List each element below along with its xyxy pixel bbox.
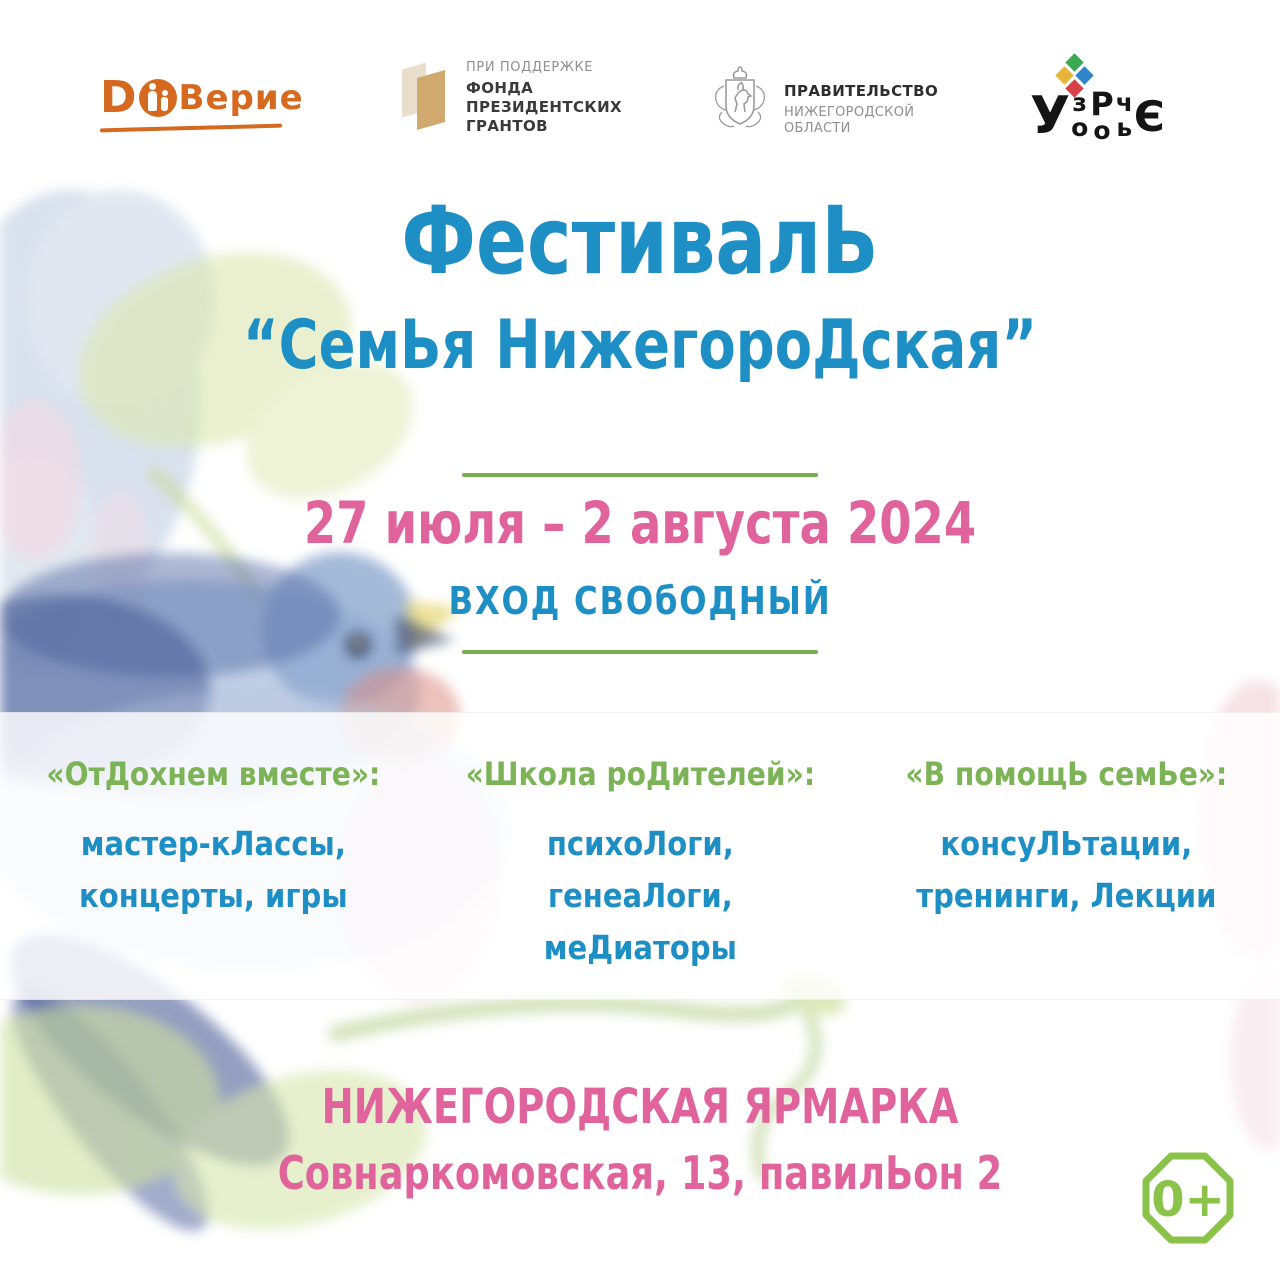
uzoroche-letter: У [1030, 86, 1071, 146]
festival-title-line1: ФестивалЬ [401, 187, 879, 296]
grants-logo-text [466, 60, 622, 136]
child-figure-icon [161, 97, 168, 111]
uzoroche-letter: з [1072, 88, 1087, 117]
government-logo-text [784, 66, 938, 137]
uzoroche-letter: Є [1133, 92, 1165, 141]
doverie-logo-text [100, 72, 304, 123]
program-column-rest-together [0, 752, 427, 974]
grants-name-line1: ФОНДА [466, 79, 534, 97]
presidential-grants-logo [402, 60, 622, 136]
program-description [879, 818, 1254, 922]
doverie-logo [100, 72, 304, 130]
festival-title-line2: “СемЬя НижегороДская” [242, 306, 1038, 385]
doverie-letter-d: D [100, 72, 137, 123]
program-title: «ОтДохнем вместе»: [46, 755, 381, 793]
programs-section [0, 752, 1280, 974]
program-column-parents-school [427, 752, 854, 974]
adult-figure-icon [148, 91, 157, 111]
program-description [26, 818, 401, 922]
venue-name: НИЖЕГОРОДСКАЯ ЯРМАРКА [321, 1079, 959, 1135]
date-range: 27 июля – 2 августа 2024 [303, 489, 977, 557]
program-line: мастер-кЛассы, [80, 824, 346, 863]
program-description [452, 818, 827, 974]
uzoroche-letter: ч [1115, 88, 1133, 117]
government-name-line2: НИЖЕГОРОДСКОЙ [784, 105, 915, 120]
family-icon [139, 79, 177, 117]
grants-flag-icon [402, 60, 454, 136]
venue-address: Совнаркомовская, 13, павилЬон 2 [277, 1146, 1003, 1200]
government-name-line1: ПРАВИТЕЛЬСТВО [784, 82, 939, 100]
uzoroche-letter: ь [1116, 113, 1133, 142]
government-logo [708, 66, 938, 138]
program-column-family-help [853, 752, 1280, 974]
uzoroche-letter: о [1093, 116, 1111, 145]
grants-support-line: ПРИ ПОДДЕРЖКЕ [466, 60, 594, 75]
age-rating-text: 0+ [1151, 1172, 1225, 1228]
uzoroche-letter: о [1071, 113, 1089, 142]
uzoroche-letter: Р [1090, 85, 1114, 123]
admission-note: ВХОД СВОбОДНЫЙ [448, 579, 832, 623]
program-line: консуЛЬтации, [940, 824, 1193, 863]
uzoroche-logo [1030, 56, 1190, 146]
program-line: тренинги, Лекции [916, 876, 1217, 915]
age-rating-badge [1140, 1150, 1236, 1246]
divider-line-top [462, 473, 818, 477]
coat-of-arms-icon [708, 66, 772, 138]
program-title: «Школа роДителей»: [465, 755, 815, 793]
grants-name-line3: ГРАНТОВ [466, 117, 548, 135]
program-line: меДиаторы [543, 928, 737, 967]
program-title: «В помощЬ семЬе»: [905, 755, 1228, 793]
doverie-word: Верие [178, 78, 304, 118]
uzoroche-lettering [1030, 85, 1165, 146]
program-line: концерты, игры [79, 876, 348, 915]
divider-line-bottom [462, 650, 818, 654]
program-line: психоЛоги, генеаЛоги, [546, 824, 734, 915]
government-name-line3: ОБЛАСТИ [784, 121, 851, 136]
grants-name-line2: ПРЕЗИДЕНТСКИХ [466, 98, 622, 116]
